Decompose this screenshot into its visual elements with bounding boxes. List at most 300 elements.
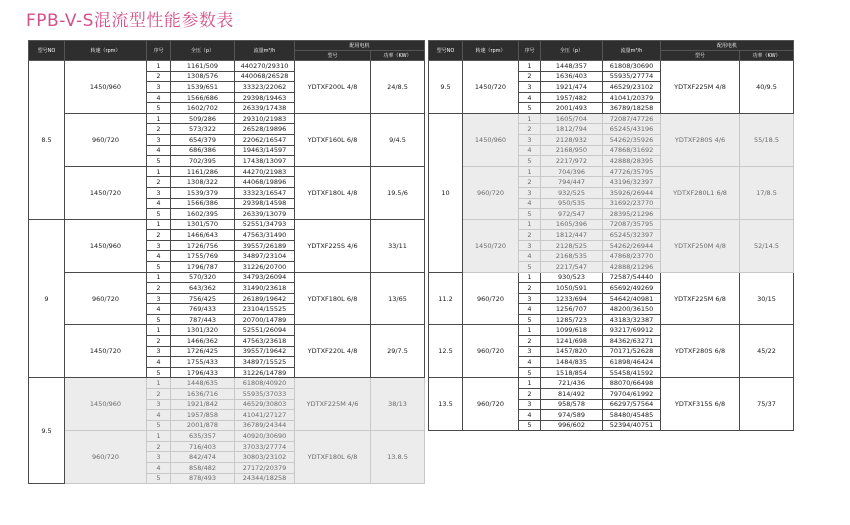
flow-cell: 43183/32387 [603, 314, 661, 325]
flow-cell: 65245/43196 [603, 124, 661, 135]
power-cell: 29/7.5 [371, 325, 425, 378]
seq-cell: 5 [147, 103, 171, 114]
flow-cell: 20700/14789 [235, 314, 295, 325]
flow-cell: 84362/63271 [603, 336, 661, 347]
pressure-cell: 1448/635 [171, 378, 235, 389]
pressure-cell: 686/386 [171, 145, 235, 156]
header-seq: 序号 [147, 41, 171, 61]
pressure-cell: 858/482 [171, 462, 235, 473]
power-cell: 9/4.5 [371, 113, 425, 166]
seq-cell: 5 [147, 367, 171, 378]
header-model: 型号NO [429, 41, 463, 61]
power-cell: 19.5/6 [371, 166, 425, 219]
motor-model-cell: YDTXF225M 4/6 [295, 378, 371, 431]
flow-cell: 52394/40751 [603, 420, 661, 431]
seq-cell: 4 [147, 304, 171, 315]
pressure-cell: 2001/878 [171, 420, 235, 431]
pressure-cell: 1812/447 [541, 230, 603, 241]
header-seq: 序号 [519, 41, 541, 61]
pressure-cell: 787/443 [171, 314, 235, 325]
pressure-cell: 950/535 [541, 198, 603, 209]
seq-cell: 4 [519, 92, 541, 103]
model-no-cell: 9.5 [429, 61, 463, 114]
flow-cell: 55935/27774 [603, 71, 661, 82]
pressure-cell: 1539/651 [171, 82, 235, 93]
model-no-cell: 9.5 [29, 378, 65, 484]
table-row [429, 219, 794, 230]
seq-cell: 1 [519, 272, 541, 283]
seq-cell: 3 [147, 240, 171, 251]
seq-cell: 4 [147, 92, 171, 103]
model-no-cell: 13.5 [429, 378, 463, 431]
seq-cell: 3 [519, 346, 541, 357]
motor-model-cell: YDTXF180L 6/8 [295, 272, 371, 325]
model-no-cell: 9 [29, 219, 65, 378]
flow-cell: 26339/17438 [235, 103, 295, 114]
table-row [29, 431, 425, 442]
seq-cell: 3 [147, 135, 171, 146]
seq-cell: 2 [519, 230, 541, 241]
flow-cell: 22062/16547 [235, 135, 295, 146]
flow-cell: 28395/21296 [603, 209, 661, 220]
flow-cell: 26189/19642 [235, 293, 295, 304]
pressure-cell: 756/425 [171, 293, 235, 304]
speed-cell: 960/720 [463, 272, 519, 325]
power-cell: 55/18.5 [740, 113, 794, 166]
header-flow: 流量m³/h [603, 41, 661, 61]
flow-cell: 39557/26189 [235, 240, 295, 251]
seq-cell: 2 [147, 336, 171, 347]
table-row [429, 378, 794, 389]
seq-cell: 1 [147, 219, 171, 230]
seq-cell: 5 [519, 420, 541, 431]
flow-cell: 54262/35926 [603, 135, 661, 146]
header-motor-model: 型号 [661, 51, 740, 61]
flow-cell: 42888/21296 [603, 261, 661, 272]
seq-cell: 2 [519, 124, 541, 135]
seq-cell: 1 [519, 378, 541, 389]
flow-cell: 26339/13079 [235, 209, 295, 220]
power-cell: 52/14.5 [740, 219, 794, 272]
power-cell: 30/15 [740, 272, 794, 325]
speed-cell: 1450/720 [65, 166, 147, 219]
flow-cell: 29398/14598 [235, 198, 295, 209]
seq-cell: 5 [147, 314, 171, 325]
seq-cell: 5 [519, 314, 541, 325]
pressure-cell: 509/286 [171, 113, 235, 124]
power-cell: 33/11 [371, 219, 425, 272]
flow-cell: 54262/26944 [603, 240, 661, 251]
pressure-cell: 2128/525 [541, 240, 603, 251]
seq-cell: 2 [147, 230, 171, 241]
pressure-cell: 1233/694 [541, 293, 603, 304]
flow-cell: 66297/57564 [603, 399, 661, 410]
power-cell: 75/37 [740, 378, 794, 431]
pressure-cell: 1099/618 [541, 325, 603, 336]
pressure-cell: 794/447 [541, 177, 603, 188]
flow-cell: 29398/19463 [235, 92, 295, 103]
seq-cell: 1 [519, 166, 541, 177]
flow-cell: 93217/69912 [603, 325, 661, 336]
performance-table-right [428, 40, 794, 431]
pressure-cell: 1484/835 [541, 357, 603, 368]
pressure-cell: 958/578 [541, 399, 603, 410]
speed-cell: 960/720 [463, 166, 519, 219]
header-pressure: 全压（p） [541, 41, 603, 61]
seq-cell: 3 [519, 240, 541, 251]
seq-cell: 3 [147, 82, 171, 93]
seq-cell: 2 [519, 283, 541, 294]
pressure-cell: 721/436 [541, 378, 603, 389]
motor-model-cell: YDTXF180L 4/8 [295, 166, 371, 219]
flow-cell: 48200/36150 [603, 304, 661, 315]
flow-cell: 17438/13097 [235, 156, 295, 167]
flow-cell: 52551/26094 [235, 325, 295, 336]
pressure-cell: 1301/320 [171, 325, 235, 336]
speed-cell: 1450/720 [65, 325, 147, 378]
model-no-cell: 12.5 [429, 325, 463, 378]
seq-cell: 4 [147, 410, 171, 421]
flow-cell: 61898/46424 [603, 357, 661, 368]
flow-cell: 72087/47726 [603, 113, 661, 124]
pressure-cell: 974/589 [541, 410, 603, 421]
model-no-cell: 8.5 [29, 61, 65, 220]
pressure-cell: 1285/723 [541, 314, 603, 325]
table-row [29, 113, 425, 124]
header-speed: 转速（rpm） [463, 41, 519, 61]
flow-cell: 27172/20379 [235, 462, 295, 473]
pressure-cell: 1812/794 [541, 124, 603, 135]
header-motor-model: 型号 [295, 51, 371, 61]
table-row [29, 219, 425, 230]
table-row [29, 61, 425, 72]
seq-cell: 4 [519, 304, 541, 315]
power-cell: 13.8.5 [371, 431, 425, 484]
table-row [429, 113, 794, 124]
pressure-cell: 2168/535 [541, 251, 603, 262]
speed-cell: 1450/960 [65, 219, 147, 272]
speed-cell: 960/720 [463, 378, 519, 431]
pressure-cell: 1636/403 [541, 71, 603, 82]
flow-cell: 33323/22062 [235, 82, 295, 93]
seq-cell: 2 [147, 124, 171, 135]
seq-cell: 3 [147, 399, 171, 410]
flow-cell: 41041/20379 [603, 92, 661, 103]
seq-cell: 5 [147, 473, 171, 484]
flow-cell: 31226/20700 [235, 261, 295, 272]
seq-cell: 1 [519, 61, 541, 72]
flow-cell: 34793/26094 [235, 272, 295, 283]
motor-model-cell: YDTXF280S 4/6 [661, 113, 740, 166]
power-cell: 40/9.5 [740, 61, 794, 114]
speed-cell: 1450/960 [65, 378, 147, 431]
flow-cell: 440068/26528 [235, 71, 295, 82]
motor-model-cell: YDTXF225S 4/6 [295, 219, 371, 272]
pressure-cell: 1518/854 [541, 367, 603, 378]
pressure-cell: 1605/704 [541, 113, 603, 124]
flow-cell: 88070/66498 [603, 378, 661, 389]
flow-cell: 24344/18258 [235, 473, 295, 484]
seq-cell: 3 [147, 452, 171, 463]
seq-cell: 3 [519, 187, 541, 198]
pressure-cell: 1466/643 [171, 230, 235, 241]
seq-cell: 4 [147, 462, 171, 473]
flow-cell: 43196/32397 [603, 177, 661, 188]
flow-cell: 65245/32397 [603, 230, 661, 241]
flow-cell: 29310/21983 [235, 113, 295, 124]
flow-cell: 42888/28395 [603, 156, 661, 167]
motor-model-cell: YDTXF280L1 6/8 [661, 166, 740, 219]
seq-cell: 3 [519, 399, 541, 410]
power-cell: 45/22 [740, 325, 794, 378]
pressure-cell: 1755/433 [171, 357, 235, 368]
pressure-cell: 1796/787 [171, 261, 235, 272]
power-cell: 24/8.5 [371, 61, 425, 114]
seq-cell: 5 [519, 156, 541, 167]
flow-cell: 52551/34793 [235, 219, 295, 230]
seq-cell: 5 [519, 367, 541, 378]
model-no-cell: 11.2 [429, 272, 463, 325]
motor-model-cell: YDTXF280S 6/8 [661, 325, 740, 378]
seq-cell: 2 [147, 177, 171, 188]
pressure-cell: 2168/950 [541, 145, 603, 156]
pressure-cell: 1308/576 [171, 71, 235, 82]
seq-cell: 5 [147, 209, 171, 220]
flow-cell: 34897/15525 [235, 357, 295, 368]
seq-cell: 4 [519, 198, 541, 209]
flow-cell: 72087/35795 [603, 219, 661, 230]
seq-cell: 3 [519, 82, 541, 93]
pressure-cell: 635/357 [171, 431, 235, 442]
pressure-cell: 1308/322 [171, 177, 235, 188]
flow-cell: 19463/14597 [235, 145, 295, 156]
seq-cell: 1 [147, 113, 171, 124]
flow-cell: 58480/45485 [603, 410, 661, 421]
seq-cell: 3 [147, 293, 171, 304]
seq-cell: 1 [147, 61, 171, 72]
flow-cell: 70171/52628 [603, 346, 661, 357]
seq-cell: 2 [147, 441, 171, 452]
pressure-cell: 1566/386 [171, 198, 235, 209]
flow-cell: 26528/19896 [235, 124, 295, 135]
power-cell: 17/8.5 [740, 166, 794, 219]
table-row [29, 325, 425, 336]
table-row [429, 166, 794, 177]
pressure-cell: 1755/769 [171, 251, 235, 262]
seq-cell: 3 [147, 346, 171, 357]
flow-cell: 41041/27127 [235, 410, 295, 421]
flow-cell: 37033/27774 [235, 441, 295, 452]
pressure-cell: 932/525 [541, 187, 603, 198]
flow-cell: 65692/49269 [603, 283, 661, 294]
pressure-cell: 2001/493 [541, 103, 603, 114]
flow-cell: 47563/31490 [235, 230, 295, 241]
flow-cell: 72587/54440 [603, 272, 661, 283]
speed-cell: 960/720 [463, 325, 519, 378]
seq-cell: 1 [147, 431, 171, 442]
seq-cell: 1 [519, 113, 541, 124]
speed-cell: 1450/960 [65, 61, 147, 114]
motor-model-cell: YDTXF200L 4/8 [295, 61, 371, 114]
pressure-cell: 716/403 [171, 441, 235, 452]
flow-cell: 46529/23102 [603, 82, 661, 93]
seq-cell: 2 [519, 388, 541, 399]
flow-cell: 61808/40920 [235, 378, 295, 389]
pressure-cell: 1605/396 [541, 219, 603, 230]
pressure-cell: 704/396 [541, 166, 603, 177]
table-row [29, 378, 425, 389]
pressure-cell: 1602/395 [171, 209, 235, 220]
pressure-cell: 1301/570 [171, 219, 235, 230]
pressure-cell: 1726/756 [171, 240, 235, 251]
pressure-cell: 1566/686 [171, 92, 235, 103]
pressure-cell: 1602/702 [171, 103, 235, 114]
pressure-cell: 1726/425 [171, 346, 235, 357]
speed-cell: 1450/720 [463, 61, 519, 114]
pressure-cell: 2128/932 [541, 135, 603, 146]
table-row [29, 166, 425, 177]
pressure-cell: 1256/707 [541, 304, 603, 315]
table-row [429, 61, 794, 72]
flow-cell: 40920/30690 [235, 431, 295, 442]
pressure-cell: 1957/858 [171, 410, 235, 421]
seq-cell: 4 [147, 145, 171, 156]
speed-cell: 1450/720 [463, 219, 519, 272]
seq-cell: 1 [147, 325, 171, 336]
flow-cell: 30803/23102 [235, 452, 295, 463]
power-cell: 13/65 [371, 272, 425, 325]
flow-cell: 55935/37033 [235, 388, 295, 399]
seq-cell: 3 [519, 135, 541, 146]
speed-cell: 960/720 [65, 272, 147, 325]
flow-cell: 47726/35795 [603, 166, 661, 177]
seq-cell: 5 [147, 156, 171, 167]
motor-model-cell: YDTXF180L 6/8 [295, 431, 371, 484]
speed-cell: 1450/960 [463, 113, 519, 166]
pressure-cell: 643/362 [171, 283, 235, 294]
pressure-cell: 1161/509 [171, 61, 235, 72]
seq-cell: 4 [147, 251, 171, 262]
seq-cell: 4 [147, 198, 171, 209]
seq-cell: 5 [147, 261, 171, 272]
header-speed: 转速（rpm） [65, 41, 147, 61]
flow-cell: 35926/26944 [603, 187, 661, 198]
pressure-cell: 1050/591 [541, 283, 603, 294]
motor-model-cell: YDTXF315S 6/8 [661, 378, 740, 431]
pressure-cell: 842/474 [171, 452, 235, 463]
seq-cell: 4 [519, 251, 541, 262]
flow-cell: 23104/15525 [235, 304, 295, 315]
flow-cell: 47868/31692 [603, 145, 661, 156]
motor-model-cell: YDTXF220L 4/8 [295, 325, 371, 378]
seq-cell: 2 [519, 336, 541, 347]
pressure-cell: 769/433 [171, 304, 235, 315]
header-pressure: 全压（p） [171, 41, 235, 61]
pressure-cell: 573/322 [171, 124, 235, 135]
motor-model-cell: YDTXF160L 6/8 [295, 113, 371, 166]
seq-cell: 1 [147, 272, 171, 283]
flow-cell: 47563/23618 [235, 336, 295, 347]
seq-cell: 1 [147, 166, 171, 177]
seq-cell: 4 [519, 357, 541, 368]
seq-cell: 2 [519, 71, 541, 82]
seq-cell: 1 [147, 378, 171, 389]
header-flow: 流量m³/h [235, 41, 295, 61]
seq-cell: 4 [147, 357, 171, 368]
seq-cell: 5 [519, 103, 541, 114]
flow-cell: 79704/61992 [603, 388, 661, 399]
flow-cell: 33323/16547 [235, 187, 295, 198]
table-row [429, 325, 794, 336]
pressure-cell: 654/379 [171, 135, 235, 146]
power-cell: 38/13 [371, 378, 425, 431]
pressure-cell: 1161/286 [171, 166, 235, 177]
pressure-cell: 1921/842 [171, 399, 235, 410]
speed-cell: 960/720 [65, 113, 147, 166]
header-model: 型号NO [29, 41, 65, 61]
seq-cell: 5 [519, 209, 541, 220]
pressure-cell: 930/523 [541, 272, 603, 283]
pressure-cell: 570/320 [171, 272, 235, 283]
flow-cell: 34897/23104 [235, 251, 295, 262]
pressure-cell: 1636/716 [171, 388, 235, 399]
page-title: FPB-V-S混流型性能参数表 [26, 11, 234, 31]
motor-model-cell: YDTXF250M 4/8 [661, 219, 740, 272]
flow-cell: 55458/41592 [603, 367, 661, 378]
pressure-cell: 996/602 [541, 420, 603, 431]
flow-cell: 47868/23770 [603, 251, 661, 262]
pressure-cell: 1921/474 [541, 82, 603, 93]
seq-cell: 3 [519, 293, 541, 304]
performance-table-left [28, 40, 425, 484]
pressure-cell: 1466/362 [171, 336, 235, 347]
table-row [29, 272, 425, 283]
flow-cell: 39557/19642 [235, 346, 295, 357]
speed-cell: 960/720 [65, 431, 147, 484]
flow-cell: 31490/23618 [235, 283, 295, 294]
seq-cell: 1 [519, 219, 541, 230]
seq-cell: 2 [519, 177, 541, 188]
pressure-cell: 972/547 [541, 209, 603, 220]
pressure-cell: 1457/820 [541, 346, 603, 357]
seq-cell: 5 [519, 261, 541, 272]
pressure-cell: 1448/357 [541, 61, 603, 72]
seq-cell: 2 [147, 283, 171, 294]
pressure-cell: 1241/698 [541, 336, 603, 347]
seq-cell: 1 [519, 325, 541, 336]
seq-cell: 4 [519, 145, 541, 156]
flow-cell: 36789/24344 [235, 420, 295, 431]
flow-cell: 46529/30803 [235, 399, 295, 410]
pressure-cell: 814/492 [541, 388, 603, 399]
seq-cell: 3 [147, 187, 171, 198]
flow-cell: 31226/14789 [235, 367, 295, 378]
pressure-cell: 2217/547 [541, 261, 603, 272]
seq-cell: 5 [147, 420, 171, 431]
flow-cell: 54642/40981 [603, 293, 661, 304]
header-power: 功率（KW） [740, 51, 794, 61]
table-row [429, 272, 794, 283]
flow-cell: 440270/29310 [235, 61, 295, 72]
flow-cell: 36789/18258 [603, 103, 661, 114]
motor-model-cell: YDTXF225M 6/8 [661, 272, 740, 325]
pressure-cell: 878/493 [171, 473, 235, 484]
header-motor-group: 配用电机 [295, 41, 425, 51]
seq-cell: 2 [147, 71, 171, 82]
pressure-cell: 1957/482 [541, 92, 603, 103]
header-power: 功率（KW） [371, 51, 425, 61]
model-no-cell: 10 [429, 113, 463, 272]
